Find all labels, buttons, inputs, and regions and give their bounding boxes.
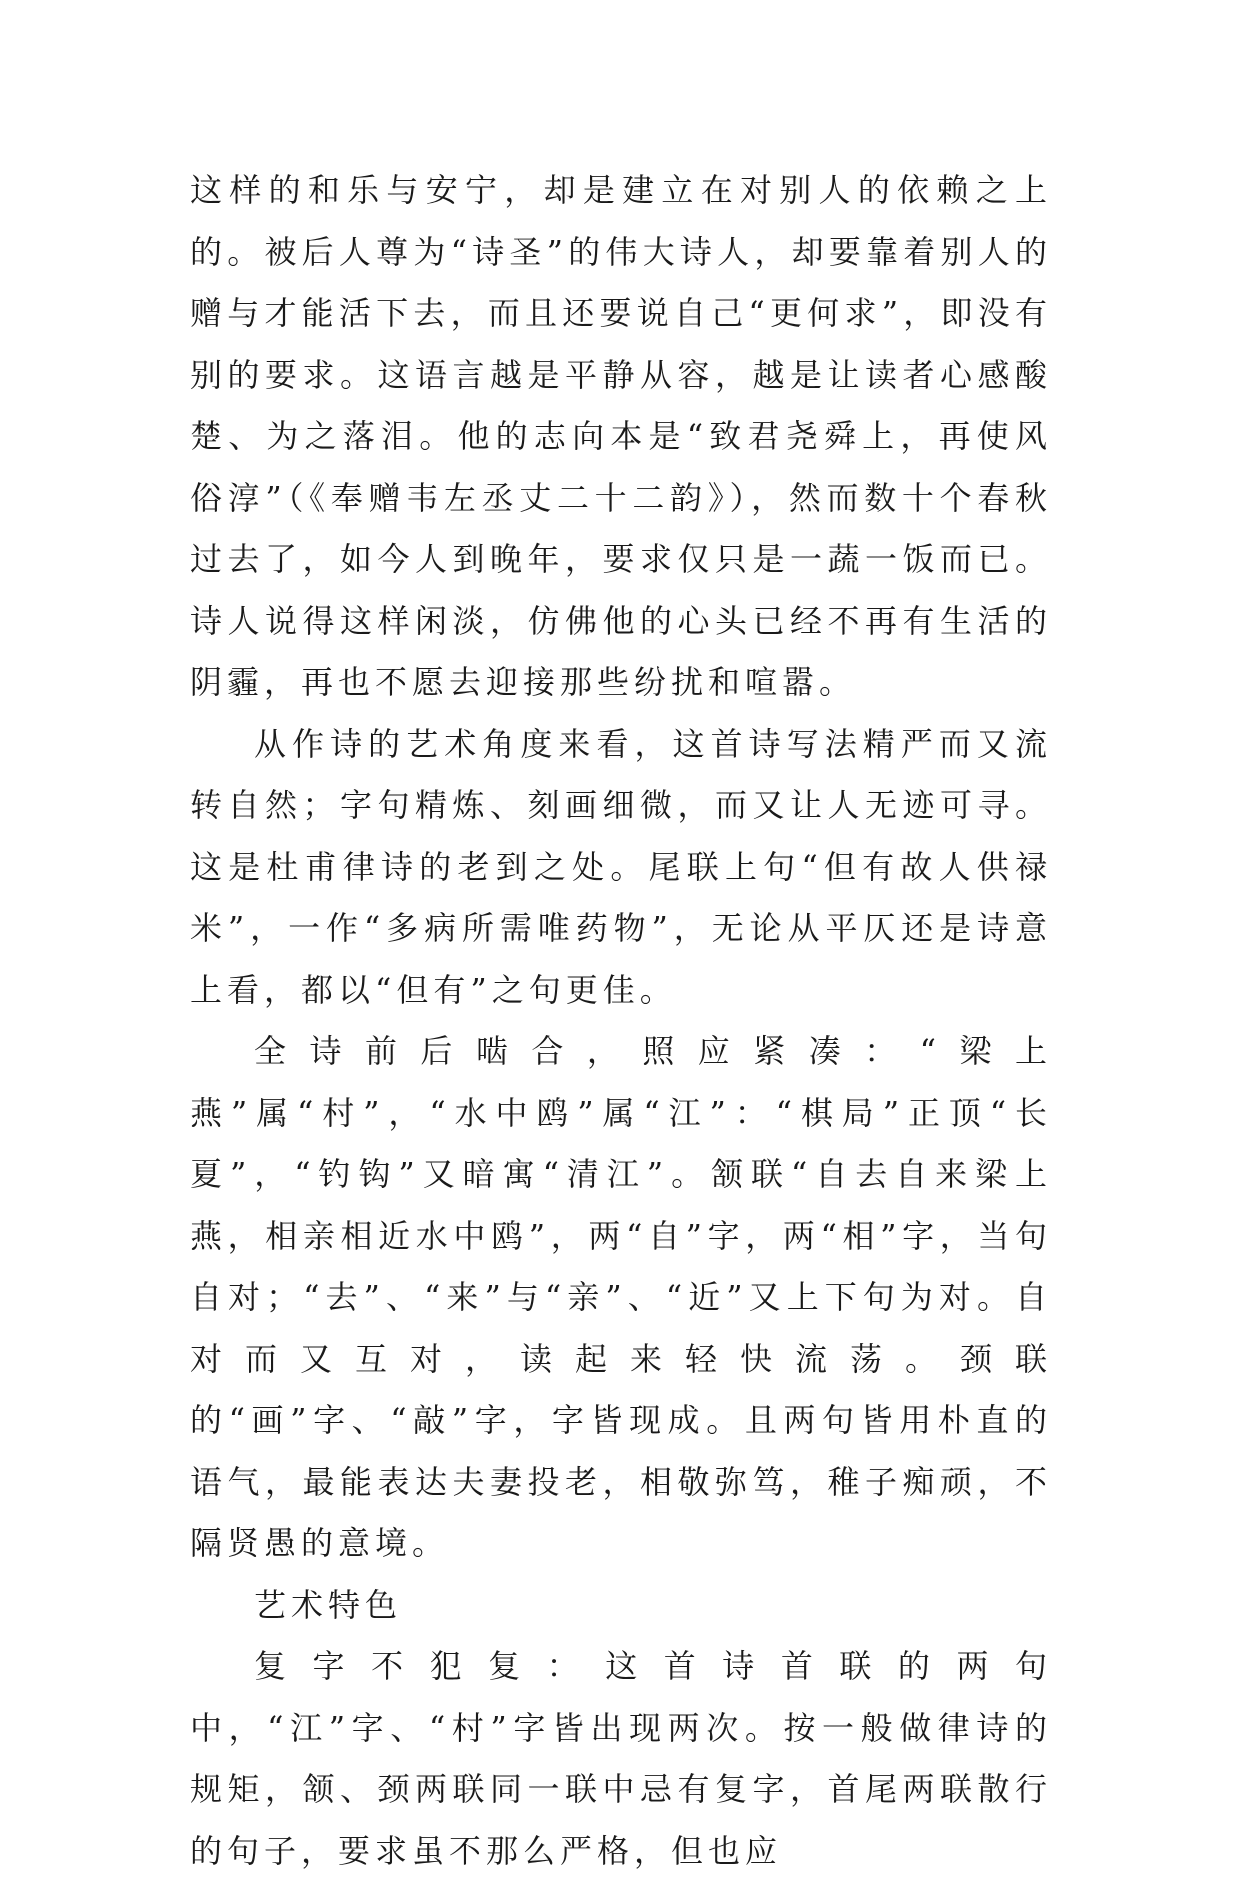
document-body bbox=[190, 160, 1052, 1882]
paragraph: 从作诗的艺术角度来看，这首诗写法精严而又流转自然；字句精炼、刻画细微，而又让人无迹可寻。这是杜甫律诗的老到之处。尾联上句“但有故人供禄米”，一作“多病所需唯药物”，无论从平仄还是诗意上看，都以“但有”之句更佳。 bbox=[190, 724, 1052, 1009]
paragraph: 全诗前后啮合，照应紧凑：“梁上燕”属“村”，“水中鸥”属“江”：“棋局”正顶“长夏”，“钓钩”又暗寓“清江”。颔联“自去自来梁上燕，相亲相近水中鸥”，两“自”字，两“相”字，当句自对；“去”、“来”与“亲”、“近”又上下句为对。自对而又互对，读起来轻快流荡。颈联的“画”字、“敲”字，字皆现成。且两句皆用朴直的语气，最能表达夫妻投老，相敬弥笃，稚子痴顽，不隔贤愚的意境。 bbox=[190, 1032, 1052, 1562]
paragraph: 这样的和乐与安宁，却是建立在对别人的依赖之上的。被后人尊为“诗圣”的伟大诗人，却要靠着别人的赠与才能活下去，而且还要说自己“更何求”，即没有别的要求。这语言越是平静从容，越是让读者心感酸楚、为之落泪。他的志向本是“致君尧舜上，再使风俗淳”（《奉赠韦左丞丈二十二韵》），然而数十个春秋过去了，如今人到晚年，要求仅只是一蔬一饭而已。诗人说得这样闲淡，仿佛他的心头已经不再有生活的阴霾，再也不愿去迎接那些纷扰和喧嚣。 bbox=[190, 171, 1052, 701]
paragraph: 复字不犯复：这首诗首联的两句中，“江”字、“村”字皆出现两次。按一般做律诗的规矩，颔、颈两联同一联中忌有复字，首尾两联散行的句子，要求虽不那么严格，但也应 bbox=[190, 1647, 1052, 1870]
section-heading: 艺术特色 bbox=[254, 1585, 403, 1624]
